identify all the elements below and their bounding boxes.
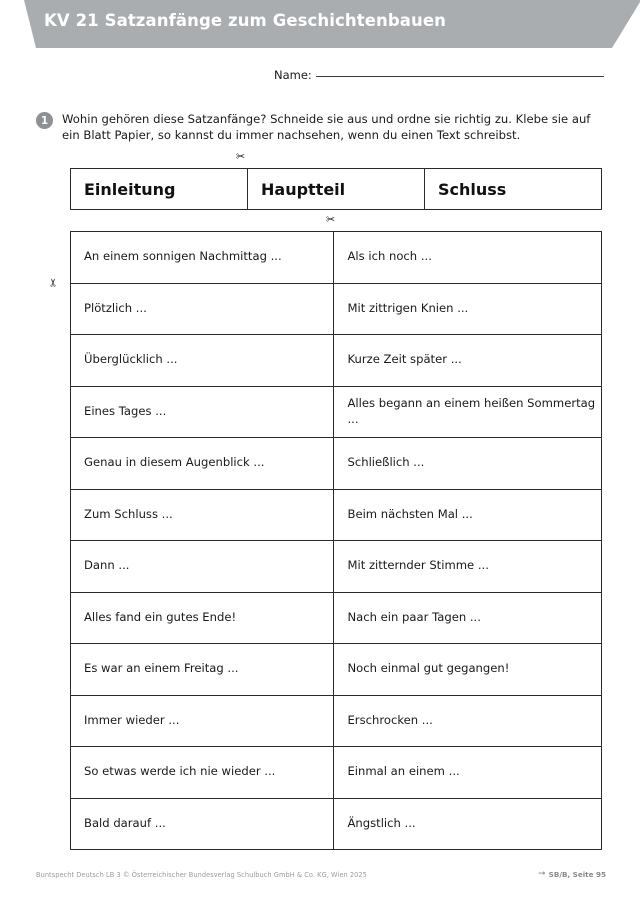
name-label: Name: <box>274 68 312 82</box>
name-field[interactable] <box>274 68 604 82</box>
table-row <box>71 798 602 850</box>
phrase-cell: Plötzlich ... <box>71 283 334 335</box>
phrase-cell: Alles begann an einem heißen Sommertag ... <box>334 386 602 438</box>
phrase-cell: Ängstlich ... <box>334 798 602 850</box>
scissors-icon: ✂ <box>236 150 246 163</box>
footer-reference <box>538 870 606 879</box>
phrase-cell: Noch einmal gut gegangen! <box>334 644 602 696</box>
phrase-cell: Überglücklich ... <box>71 335 334 387</box>
arrow-right-icon: ➞ <box>538 869 546 879</box>
phrase-cell: Erschrocken ... <box>334 695 602 747</box>
phrase-cell: An einem sonnigen Nachmittag ... <box>71 232 334 284</box>
phrase-cell: So etwas werde ich nie wieder ... <box>71 747 334 799</box>
scissors-icon: ✂ <box>326 213 336 226</box>
phrase-cell: Einmal an einem ... <box>334 747 602 799</box>
category-cell-einleitung: Einleitung <box>84 179 176 199</box>
table-row <box>71 438 602 490</box>
phrase-cell: Kurze Zeit später ... <box>334 335 602 387</box>
category-header-table <box>70 168 602 210</box>
page-title: KV 21 Satzanfänge zum Geschichtenbauen <box>44 11 447 30</box>
table-row <box>71 592 602 644</box>
phrase-cell: Mit zitternder Stimme ... <box>334 541 602 593</box>
phrase-cell: Alles fand ein gutes Ende! <box>71 592 334 644</box>
category-cell-hauptteil: Hauptteil <box>247 169 424 209</box>
table-row <box>71 695 602 747</box>
phrase-cell: Bald darauf ... <box>71 798 334 850</box>
table-row <box>71 747 602 799</box>
phrase-cell: Nach ein paar Tagen ... <box>334 592 602 644</box>
footer-reference-text: SB/B, Seite 95 <box>548 870 606 879</box>
task-number-badge: 1 <box>36 112 53 129</box>
category-cell-schluss: Schluss <box>424 169 601 209</box>
phrase-cell: Dann ... <box>71 541 334 593</box>
phrase-cell: Es war an einem Freitag ... <box>71 644 334 696</box>
phrase-cell: Immer wieder ... <box>71 695 334 747</box>
table-row <box>71 386 602 438</box>
phrase-cell: Mit zittrigen Knien ... <box>334 283 602 335</box>
scissors-icon: ✂ <box>47 277 61 288</box>
name-input-line[interactable] <box>316 76 604 77</box>
table-row <box>71 644 602 696</box>
table-row <box>71 489 602 541</box>
task-instruction <box>36 111 606 144</box>
sentence-starters-table <box>70 231 602 850</box>
table-body <box>71 232 602 850</box>
footer-copyright: Buntspecht Deutsch LB 3 © Österreichischer Bundesverlag Schulbuch GmbH & Co. KG, Wien 2025 <box>36 871 367 879</box>
table-row <box>71 541 602 593</box>
phrase-cell: Als ich noch ... <box>334 232 602 284</box>
phrase-cell: Eines Tages ... <box>71 386 334 438</box>
task-instruction-text: Wohin gehören diese Satzanfänge? Schneide sie aus und ordne sie richtig zu. Klebe sie auf ein Blatt Papier, so kannst du immer nachsehen, wenn du einen Text schreibst. <box>62 112 591 143</box>
phrase-cell: Zum Schluss ... <box>71 489 334 541</box>
phrase-cell: Genau in diesem Augenblick ... <box>71 438 334 490</box>
table-row <box>71 335 602 387</box>
phrase-cell: Schließlich ... <box>334 438 602 490</box>
phrase-cell: Beim nächsten Mal ... <box>334 489 602 541</box>
table-row <box>71 283 602 335</box>
table-row <box>71 232 602 284</box>
